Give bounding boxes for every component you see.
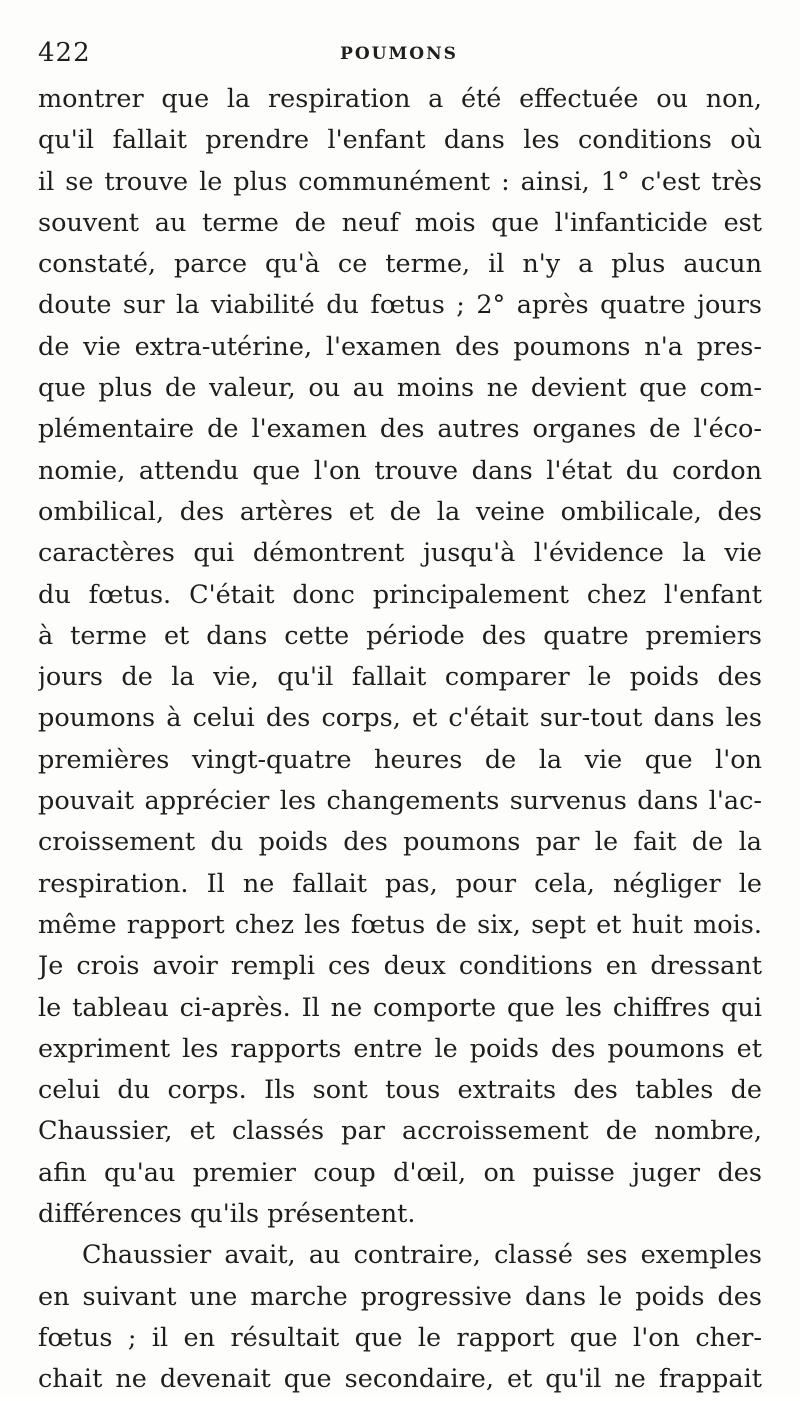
body-text xyxy=(38,79,762,1401)
text-line: doute sur la viabilité du fœtus ; 2° après quatre jours xyxy=(38,290,762,321)
text-line: croissement du poids des poumons par le fait de la xyxy=(38,827,762,858)
text-line: pouvait apprécier les changements survenus dans l'ac- xyxy=(38,786,762,817)
text-line: de vie extra-utérine, l'examen des poumons n'a pres- xyxy=(38,331,762,362)
text-line: premières vingt-quatre heures de la vie que l'on xyxy=(38,744,762,775)
text-line: jours de la vie, qu'il fallait comparer le poids des xyxy=(38,662,762,693)
running-head: POUMONS xyxy=(340,44,458,64)
text-line: respiration. Il ne fallait pas, pour cela, négliger le xyxy=(38,868,762,899)
text-line-paragraph-end: différences qu'ils présentent. xyxy=(38,1199,416,1230)
text-line-paragraph-start: Chaussier avait, au contraire, classé ses exemples xyxy=(82,1240,762,1271)
text-line: ombilical, des artères et de la veine ombilicale, des xyxy=(38,496,762,527)
text-line: plémentaire de l'examen des autres organes de l'éco- xyxy=(38,414,762,445)
text-line: Chaussier, et classés par accroissement de nombre, xyxy=(38,1116,762,1147)
text-line: celui du corps. Ils sont tous extraits des tables de xyxy=(38,1075,762,1106)
text-line: du fœtus. C'était donc principalement chez l'enfant xyxy=(38,579,762,610)
text-line: montrer que la respiration a été effectuée ou non, xyxy=(38,84,762,114)
text-line: constaté, parce qu'à ce terme, il n'y a plus aucun xyxy=(38,249,762,280)
text-line: le tableau ci-après. Il ne comporte que les chiffres qui xyxy=(38,992,762,1023)
page-number: 422 xyxy=(38,38,91,68)
text-line: poumons à celui des corps, et c'était sur-tout dans les xyxy=(38,703,762,734)
text-line: qu'il fallait prendre l'enfant dans les conditions où xyxy=(38,125,762,156)
text-line: afin qu'au premier coup d'œil, on puisse juger des xyxy=(38,1157,762,1188)
text-line: chait ne devenait que secondaire, et qu'il ne frappait xyxy=(38,1364,762,1395)
page-header xyxy=(38,36,760,76)
text-line: caractères qui démontrent jusqu'à l'évidence la vie xyxy=(38,538,762,569)
text-line: à terme et dans cette période des quatre premiers xyxy=(38,620,762,651)
text-line: nomie, attendu que l'on trouve dans l'état du cordon xyxy=(38,455,762,486)
text-line: expriment les rapports entre le poids des poumons et xyxy=(38,1033,762,1064)
text-line: en suivant une marche progressive dans le poids des xyxy=(38,1281,762,1312)
text-line: même rapport chez les fœtus de six, sept et huit mois. xyxy=(38,909,762,940)
text-line: souvent au terme de neuf mois que l'infanticide est xyxy=(38,207,762,238)
text-line: que plus de valeur, ou au moins ne devient que com- xyxy=(38,373,762,404)
text-line: il se trouve le plus communément : ainsi, 1° c'est très xyxy=(38,166,762,197)
text-line: fœtus ; il en résultait que le rapport que l'on cher- xyxy=(38,1322,762,1353)
text-line: Je crois avoir rempli ces deux conditions en dressant xyxy=(38,951,762,982)
